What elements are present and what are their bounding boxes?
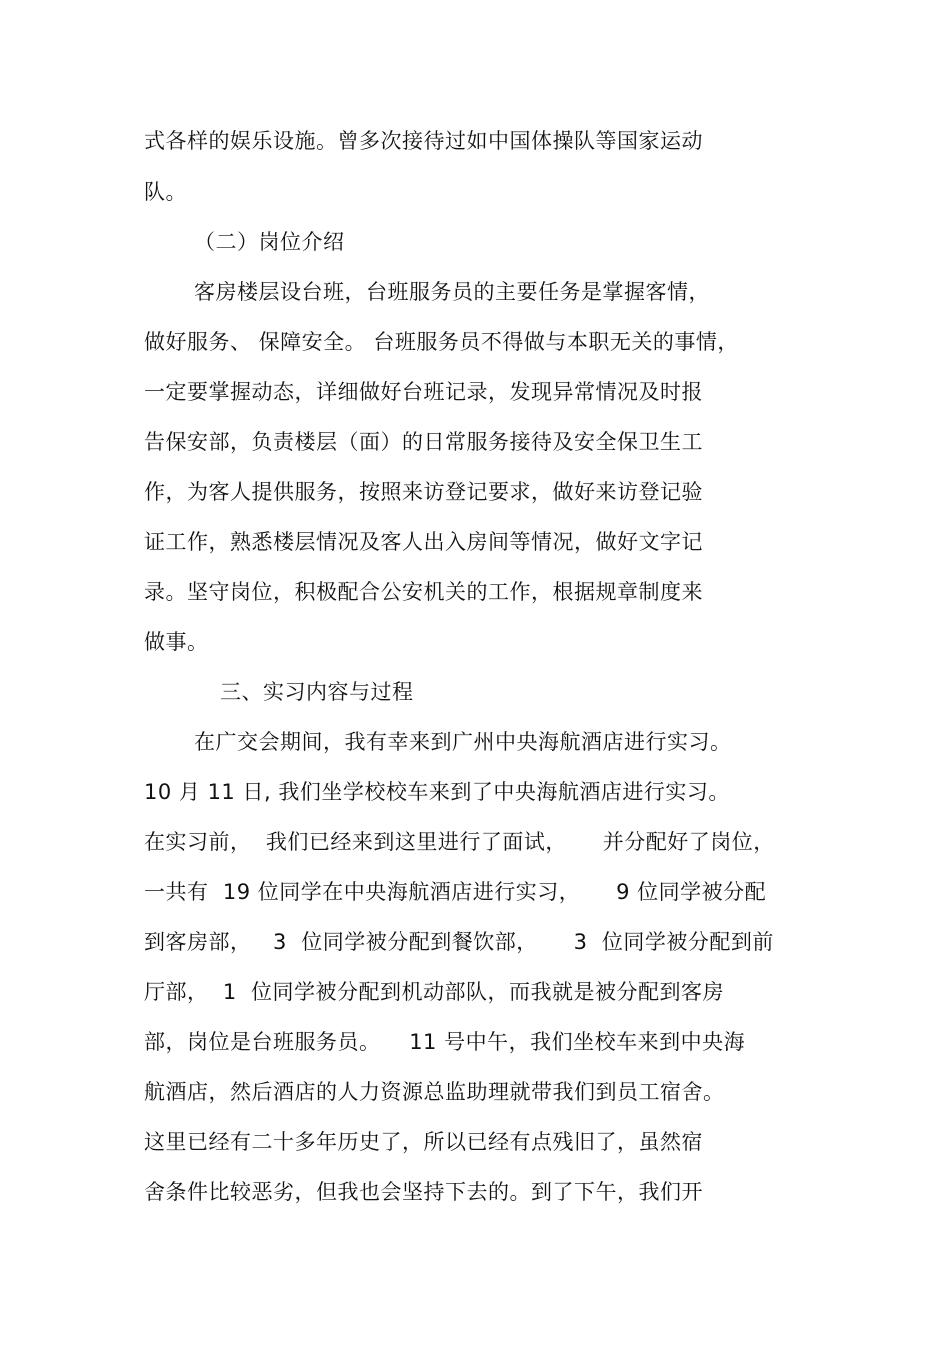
body-text-line: 在实习前， 我们已经来到这里进行了面试， 并分配好了岗位， bbox=[144, 830, 775, 854]
body-text-line: 队。 bbox=[144, 180, 187, 204]
body-text-line: 到客房部， 3 位同学被分配到餐饮部， 3 位同学被分配到前 bbox=[144, 930, 774, 954]
body-text-line: 这里已经有二十多年历史了，所以已经有点残旧了，虽然宿 bbox=[144, 1130, 703, 1154]
body-text-line: 舍条件比较恶劣，但我也会坚持下去的。到了下午，我们开 bbox=[144, 1180, 703, 1204]
body-text-line: 一定要掌握动态，详细做好台班记录，发现异常情况及时报 bbox=[144, 380, 703, 404]
body-text-line: 厅部， 1 位同学被分配到机动部队，而我就是被分配到客房 bbox=[144, 980, 725, 1004]
body-text-line: 录。坚守岗位，积极配合公安机关的工作，根据规章制度来 bbox=[144, 580, 703, 604]
paragraph-first-line: 在广交会期间，我有幸来到广州中央海航酒店进行实习。 bbox=[194, 730, 732, 754]
section-heading: （二）岗位介绍 bbox=[194, 230, 345, 254]
section-heading: 三、实习内容与过程 bbox=[220, 680, 414, 704]
body-text-line: 一共有 19 位同学在中央海航酒店进行实习， 9 位同学被分配 bbox=[144, 880, 767, 904]
body-text-line: 部，岗位是台班服务员。 11 号中午，我们坐校车来到中央海 bbox=[144, 1030, 746, 1054]
paragraph-first-line: 客房楼层设台班，台班服务员的主要任务是掌握客情， bbox=[194, 280, 710, 304]
body-text-line: 证工作，熟悉楼层情况及客人出入房间等情况，做好文字记 bbox=[144, 530, 703, 554]
body-text-line: 做好服务、 保障安全。 台班服务员不得做与本职无关的事情， bbox=[144, 330, 739, 354]
body-text-line: 航酒店，然后酒店的人力资源总监助理就带我们到员工宿舍。 bbox=[144, 1080, 725, 1104]
body-text-line: 做事。 bbox=[144, 630, 209, 654]
body-text-line: 作，为客人提供服务，按照来访登记要求，做好来访登记验 bbox=[144, 480, 703, 504]
body-text-line: 式各样的娱乐设施。曾多次接待过如中国体操队等国家运动 bbox=[144, 129, 703, 153]
body-text-line: 告保安部，负责楼层（面）的日常服务接待及安全保卫生工 bbox=[144, 430, 703, 454]
body-text-line: 10 月 11 日, 我们坐学校校车来到了中央海航酒店进行实习。 bbox=[144, 780, 730, 804]
